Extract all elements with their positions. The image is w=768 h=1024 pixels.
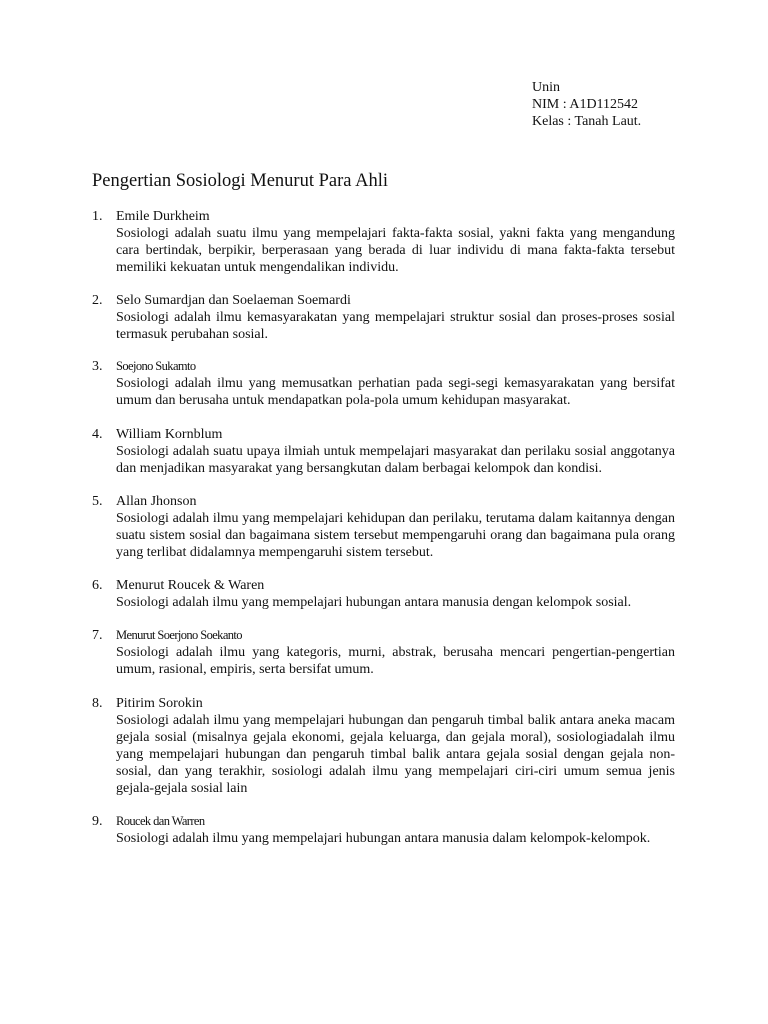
definition-text: Sosiologi adalah ilmu kemasyarakatan yang mempelajari struktur sosial dan proses-proses sosial termasuk perubahan sosial.: [116, 310, 675, 342]
definition-text: Sosiologi adalah ilmu yang mempelajari hubungan antara manusia dalam kelompok-kelompok.: [116, 831, 651, 846]
list-item: [92, 292, 675, 343]
expert-name: Selo Sumardjan dan Soelaeman Soemardi: [116, 293, 351, 308]
student-name: Unin: [532, 80, 560, 95]
expert-name: Menurut Roucek & Waren: [116, 578, 265, 593]
student-info: [532, 79, 641, 130]
expert-name: William Kornblum: [116, 427, 223, 442]
list-item: [92, 493, 675, 561]
student-class: Kelas : Tanah Laut.: [532, 114, 642, 129]
expert-name: Menurut Soerjono Soekanto: [116, 628, 242, 642]
definition-text: Sosiologi adalah ilmu yang kategoris, murni, abstrak, berusaha mencari pengertian-pengertian umum, rasional, empiris, serta bersifat umum.: [116, 645, 675, 677]
expert-name: Allan Jhonson: [116, 494, 197, 509]
definition-text: Sosiologi adalah ilmu yang memusatkan perhatian pada segi-segi kemasyarakatan yang bersifat umum dan berusaha untuk mendapatkan pola-pola umum kehidupan masyarakat.: [116, 376, 675, 408]
item-number: 4.: [92, 427, 103, 442]
expert-name: Soejono Sukamto: [116, 359, 196, 373]
item-number: 8.: [92, 696, 103, 711]
list-item: [92, 358, 675, 409]
item-number: 6.: [92, 578, 103, 593]
item-number: 5.: [92, 494, 103, 509]
definition-text: Sosiologi adalah ilmu yang mempelajari hubungan dan pengaruh timbal balik antara aneka macam gejala sosial (misalnya gejala ekonomi, gejala keluarga, dan gejala moral), sosiologiadalah ilmu yang mempelajari hubungan dan pengaruh timbal balik antara gejala sosial dengan gejala non-sosial, dan yang terakhir, sosiologi adalah ilmu yang mempelajari ciri-ciri umum semua jenis gejala-gejala sosial lain: [116, 713, 675, 796]
definition-text: Sosiologi adalah ilmu yang mempelajari hubungan antara manusia dengan kelompok sosial.: [116, 595, 632, 610]
student-nim: NIM : A1D112542: [532, 97, 639, 112]
definition-text: Sosiologi adalah suatu ilmu yang mempelajari fakta-fakta sosial, yakni fakta yang mengandung cara bertindak, berpikir, berperasaan yang berada di luar individu di mana fakta-fakta tersebut memiliki kekuatan untuk mengendalikan individu.: [116, 226, 675, 275]
experts-list: [92, 208, 675, 847]
list-item: [92, 813, 675, 847]
document-title: Pengertian Sosiologi Menurut Para Ahli: [92, 171, 388, 191]
list-item: [92, 426, 675, 477]
list-item: [92, 627, 675, 678]
item-number: 7.: [92, 628, 103, 643]
item-number: 3.: [92, 359, 103, 374]
item-number: 2.: [92, 293, 103, 308]
expert-name: Emile Durkheim: [116, 209, 210, 224]
definition-text: Sosiologi adalah ilmu yang mempelajari kehidupan dan perilaku, terutama dalam kaitannya dengan suatu sistem sosial dan bagaimana sistem tersebut mempengaruhi orang dan bagaimana pula orang yang terlibat didalamnya mempengaruhi sistem tersebut.: [116, 511, 675, 560]
list-item: [92, 695, 675, 797]
item-number: 9.: [92, 814, 103, 829]
expert-name: Pitirim Sorokin: [116, 696, 203, 711]
list-item: [92, 577, 675, 611]
definition-text: Sosiologi adalah suatu upaya ilmiah untuk mempelajari masyarakat dan perilaku sosial anggotanya dan menjadikan masyarakat yang bersangkutan dalam berbagai kelompok dan kondisi.: [116, 444, 675, 476]
item-number: 1.: [92, 209, 103, 224]
list-item: [92, 208, 675, 276]
expert-name: Roucek dan Warren: [116, 814, 205, 828]
